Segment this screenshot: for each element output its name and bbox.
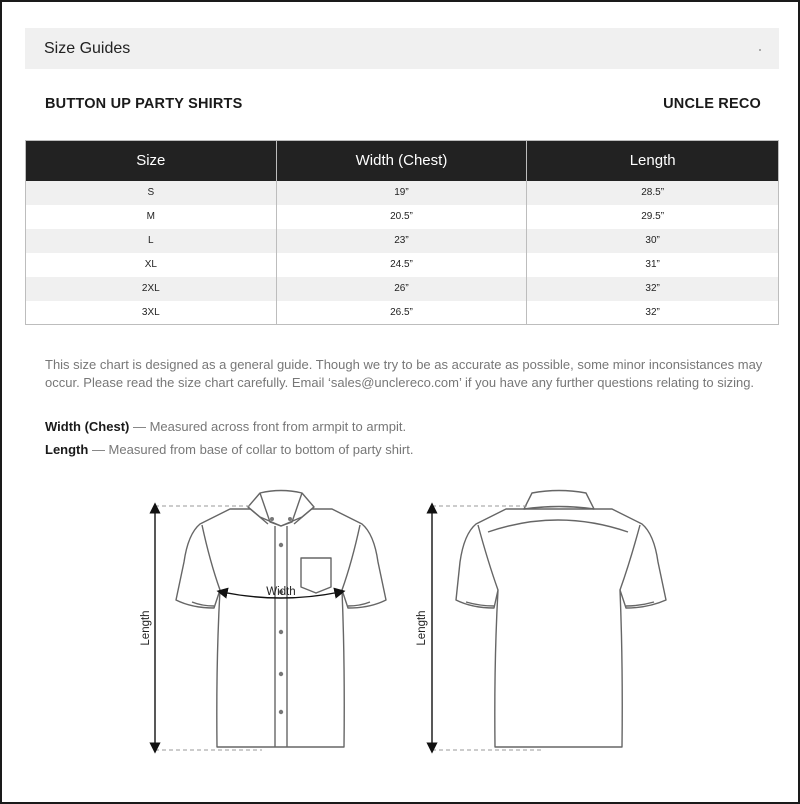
length-cell: 30”: [527, 229, 779, 253]
length-cell: 32”: [527, 301, 779, 325]
width-cell: 19”: [276, 181, 527, 205]
table-row: [26, 181, 779, 205]
table-row: [26, 301, 779, 325]
width-label: Width: [266, 586, 296, 598]
size-guide-note: This size chart is designed as a general guide. Though we try to be as accurate as possible, some minor inconsistances may occur. Please read the size chart carefully. Email ‘sales@unclereco.com’ if you have any further questions relating to sizing.: [45, 357, 763, 390]
decorative-dot: [759, 49, 761, 51]
definition-term: Width (Chest): [45, 419, 130, 434]
front-length-label: Length: [140, 610, 152, 646]
width-cell: 23”: [276, 229, 527, 253]
table-row: [26, 229, 779, 253]
definition-width: [45, 419, 406, 434]
width-cell: 26”: [276, 277, 527, 301]
front-shirt-illustration: [176, 491, 386, 748]
length-cell: 29.5”: [527, 205, 779, 229]
size-guides-header: [25, 28, 779, 69]
page-title: Size Guides: [44, 39, 131, 57]
column-header-width: Width (Chest): [276, 141, 527, 181]
definition-term: Length: [45, 442, 89, 457]
length-cell: 28.5”: [527, 181, 779, 205]
column-header-size: Size: [26, 141, 277, 181]
length-cell: 31”: [527, 253, 779, 277]
column-header-length: Length: [527, 141, 779, 181]
size-cell: 2XL: [26, 277, 277, 301]
definition-length: [45, 442, 413, 457]
definition-text: — Measured from base of collar to bottom of party shirt.: [88, 442, 414, 457]
table-row: [26, 253, 779, 277]
table-header-row: [26, 141, 779, 181]
back-length-label: Length: [416, 610, 428, 646]
size-cell: L: [26, 229, 277, 253]
width-cell: 24.5”: [276, 253, 527, 277]
shirt-diagram: [2, 472, 798, 782]
table-row: [26, 205, 779, 229]
length-cell: 32”: [527, 277, 779, 301]
size-cell: S: [26, 181, 277, 205]
size-cell: 3XL: [26, 301, 277, 325]
definition-text: — Measured across front from armpit to armpit.: [129, 419, 407, 434]
width-cell: 20.5”: [276, 205, 527, 229]
back-shirt-illustration: [456, 491, 666, 748]
size-cell: M: [26, 205, 277, 229]
table-row: [26, 277, 779, 301]
size-table: [25, 140, 779, 325]
product-heading-row: [45, 94, 761, 114]
width-cell: 26.5”: [276, 301, 527, 325]
brand-name: UNCLE RECO: [663, 96, 761, 112]
size-cell: XL: [26, 253, 277, 277]
product-name: BUTTON UP PARTY SHIRTS: [45, 96, 243, 112]
